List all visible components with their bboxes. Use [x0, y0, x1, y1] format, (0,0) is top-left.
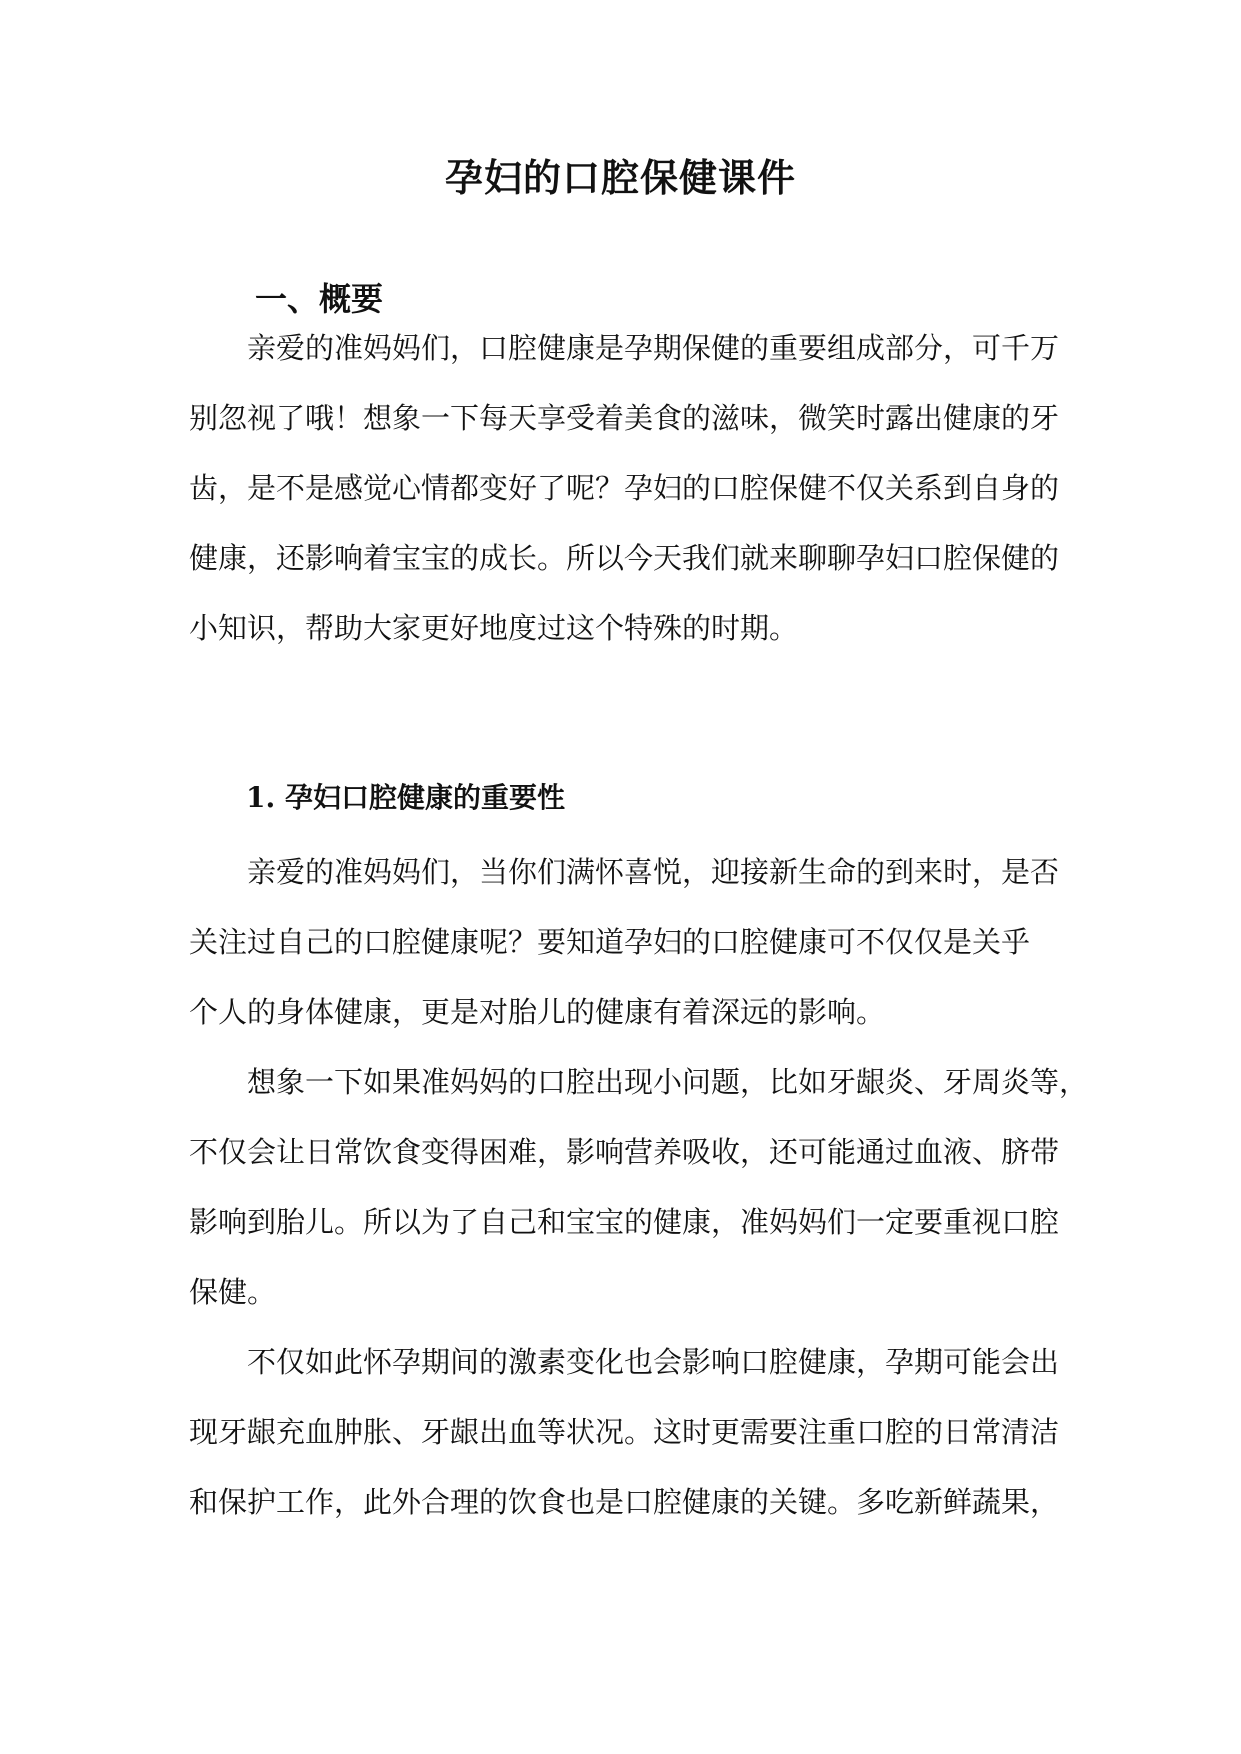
- paragraph-line: 现牙龈充血肿胀、牙龈出血等状况。这时更需要注重口腔的日常清洁: [189, 1415, 1060, 1449]
- paragraph-line: 小知识，帮助大家更好地度过这个特殊的时期。: [189, 611, 799, 645]
- paragraph-line: 影响到胎儿。所以为了自己和宝宝的健康，准妈妈们一定要重视口腔: [189, 1205, 1060, 1239]
- paragraph-line: 关注过自己的口腔健康呢？要知道孕妇的口腔健康可不仅仅是关乎: [189, 925, 1031, 959]
- paragraph-line: 个人的身体健康，更是对胎儿的健康有着深远的影响。: [189, 995, 886, 1029]
- paragraph-line: 亲爱的准妈妈们，当你们满怀喜悦，迎接新生命的到来时，是否: [247, 855, 1060, 889]
- paragraph-line: 保健。: [189, 1275, 277, 1309]
- paragraph-line: 齿，是不是感觉心情都变好了呢？孕妇的口腔保健不仅关系到自身的: [189, 471, 1060, 505]
- section-heading: 一、概要: [255, 280, 384, 318]
- paragraph-line: 不仅会让日常饮食变得困难，影响营养吸收，还可能通过血液、脐带: [189, 1135, 1060, 1169]
- document-title: 孕妇的口腔保健课件: [444, 155, 796, 200]
- paragraph-line: 亲爱的准妈妈们，口腔健康是孕期保健的重要组成部分，可千万: [247, 331, 1060, 365]
- paragraph-line: 不仅如此怀孕期间的激素变化也会影响口腔健康，孕期可能会出: [247, 1345, 1060, 1379]
- paragraph-line: 和保护工作，此外合理的饮食也是口腔健康的关键。多吃新鲜蔬果，: [189, 1485, 1060, 1519]
- paragraph-line: 想象一下如果准妈妈的口腔出现小问题，比如牙龈炎、牙周炎等，: [247, 1065, 1089, 1099]
- subsection-heading: 1. 孕妇口腔健康的重要性: [246, 781, 565, 814]
- paragraph-line: 别忽视了哦！想象一下每天享受着美食的滋味，微笑时露出健康的牙: [189, 401, 1060, 435]
- paragraph-line: 健康，还影响着宝宝的成长。所以今天我们就来聊聊孕妇口腔保健的: [189, 541, 1060, 575]
